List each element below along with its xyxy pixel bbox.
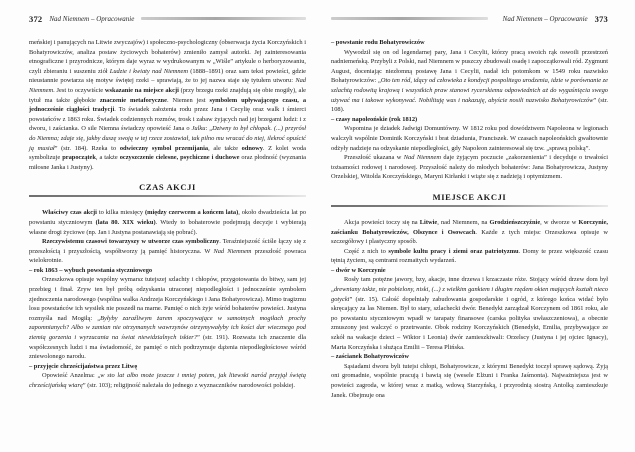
- page-373: [331, 13, 608, 452]
- page-372: [29, 13, 306, 452]
- paragraph: meńskiej i panujących na Litwie zwyczajów) i społeczno-psychologiczny (obserwacja życia Korczyńskich i Bohatyrowiczów, analiza postaw życiowych bohaterów) zmieniło zamysł autorki. Jej zainteresowania etnograficzne i przyrodnicze, którym daje wyraz w wydrukowanym w „Wiśle” artykule o herboryzowaniu, czyli zbieraniu i suszeniu ziół Ludzie i kwiaty nad Niemnem (1888–1891) oraz sam tekst powieści, gdzie nieustannie powtarza się motyw świętej rzeki – sprawiają, że to jej nazwa staje się tytułem utworu: Nad Niemnem. Jest to oczywiście wskazanie na miejsce akcji (przy brzegu rzeki znajdują się obie mogiły), ale tytuł ma także głębokie znaczenie metaforyczne. Niemen jest symbolem upływającego czasu, a jednocześnie ciągłości tradycji. To świadek założenia rodu przez Jana i Cecylię oraz walk i śmierci powstańców z 1863 roku. Świadek codziennych rozmów, trosk i zabaw żyjących nad jej brzegami ludzi: i z dworu, i zaścianka. O sile Niemna świadczy opowieść Jana o Julku: „Dziwny to był chłopak. (...) przyrósł do Niemna; zdaje się, jakby duszę swoją w tej rzece zostawiał, tak pilno mu wracać do niej, ilekroć opuścić ją musiał” (str. 184). Rzeka to odwieczny symbol przemijania, ale także odnowy. Z kolei woda symbolizuje prapoczątek, a także oczyszczenie cielesne, psychiczne i duchowe oraz płodność (wyznania miłosne Janka i Justyny).: [29, 39, 307, 171]
- section-heading: [29, 182, 306, 197]
- running-head: Nad Niemnem – Opracowanie: [49, 14, 135, 23]
- paragraph: Część z nich to symbole kultu pracy i ziemi oraz patriotyzmu. Domy te przez większość czasu tętnią życiem, są centrami rozmaitych wydarzeń.: [331, 247, 608, 265]
- entry-heading: – przyjęcie chrześcijaństwa przez Litwę: [29, 362, 138, 370]
- entry-heading: – zaścianek Bohatyrowiczów: [331, 353, 409, 361]
- entry-heading: – czasy napoleońskie (rok 1812): [331, 115, 418, 123]
- page-header-right: [331, 13, 608, 24]
- section-title: MIEJSCE AKCJI: [432, 191, 507, 202]
- paragraph: Właściwy czas akcji to kilka miesięcy (między czerwcem a końcem lata), około dwadzieścia lat po powstaniu styczniowym (lata 80. XIX wieku). Wtedy to bohaterowie podejmują decyzje i wybierają własne drogi życiowe (np. Jan i Justyna postanawiają się pobrać).: [29, 209, 307, 236]
- paragraph: Wywodził się on od legendarnej pary, Jana i Cecylii, którzy pracą swoich rąk oswoili przestrzeń nadniemeńską. Przybyli z Polski, nad Niemnem w puszczy zbudowali osadę i zapoczątkowali ród. Zygmunt August, doceniając niezłomną postawę Jana i Cecylii, nadał ich potomkom w 1549 roku nazwisko Bohatyrowiczów: „Oto ten ród, idący od człowieka z kondycji pospolitego urodzenia, idzie w porównanie ze szlachtą rodowitą krajową i wszystkich praw stanowi rycerskiemu odpowiednich aż do wygaśnięcia swego używać ma i takowe wykonywać. Nobilituję was i nakazuję, abyście nosili nazwisko Bohatyrowiczów” (str. 108).: [331, 48, 609, 114]
- page-number: 373: [594, 13, 608, 24]
- paragraph: Rzeczywistemu czasowi towarzyszy w utworze czas symboliczny. Teraźniejszość ściśle łączy się z przeszłością i przyszłością, współtworzy ją pamięć historyczna. W Nad Niemnem przeszłość powraca wielokrotnie.: [29, 238, 307, 265]
- paragraph: Sąsiadami dworu byli tutejsi chłopi, Bohatyrowicze, z którymi Benedykt toczył sprawę sądową. Żyją oni gromadnie, wspólnie pracują i bawią się (wesele Elżuni i Franka Jaśmonta). Najważniejsza jest w powieści zagroda, w której wraz z matką, wdową Starzyńską, i przyrodnią siostrą Antolką zamieszkuje Janek. Obejmuje ona: [331, 362, 608, 399]
- header-rule: [141, 17, 306, 20]
- entry-heading: – dwór w Korczynie: [331, 266, 386, 274]
- page-body-left: [29, 38, 306, 391]
- page-header-left: [29, 13, 306, 24]
- header-rule: [331, 17, 488, 20]
- paragraph: Akcja powieści toczy się na Litwie, nad Niemnem, na Grodzieńszczyźnie, w dworze w Korczynie, zaścianku Bohatyrowiczów, Olszynce i Osowcach. Każde z tych miejsc Orzeszkowa opisuje w szczegółowy i plastyczny sposób.: [331, 218, 609, 246]
- paragraph: Przeszłość ukazana w Nad Niemnem daje żyjącym poczucie „zakorzenienia” i decyduje o trwałości tożsamości rodowej i narodowej. Przyszłość należy do młodych bohaterów: Jana Bohatyrowicza, Justyny Orzelskiej, Witolda Korczyńskiego, Maryni Kirłanki i wiąże się z nadzieją i optymizmem.: [331, 154, 608, 181]
- page-number: 372: [29, 13, 43, 24]
- entry-heading: – rok 1863 – wybuch powstania styczniowego: [29, 266, 153, 274]
- section-heading: [331, 192, 608, 207]
- paragraph: Rosły tam potężne jawory, bzy, akacje, inne drzewa i krzaczaste róże. Stojący wśród drzew dom był „drewniany także, nie pobielony, niski, (...) z wielkim gankiem i długim rzędem okien mających kształt nieco gotycki” (str. 15). Całość dopełniały zabudowania gospodarskie i ogród, z którego końca widać było skręcający za las Niemen. Był to stary, szlachecki dwór. Benedykt zarządzał Korczynem od 1861 roku, ale po powstaniu styczniowym wpadł w tarapaty finansowe (carska polityka uwłaszczeniowa), a obecnie zmuszony jest walczyć o przetrwanie. Obok rodziny Korczyńskich (Benedykt, Emilia, przybywające ze szkół na wakacje dzieci – Wiktor i Leonia) dwór zamieszkiwali: Orzelscy (Justyna i jej ojciec Ignacy), Marta Korczyńska i służąca Emilii – Teresa Plińska.: [331, 276, 608, 351]
- paragraph: Orzeszkowa opisuje wspólny wymarsz tutejszej szlachty i chłopów, przygotowania do bitwy, sam jej przebieg i finał. Zryw ten był próbą odzyskania utraconej niepodległości i jednocześnie symbolem zjednoczenia narodowego (wspólna walka Andrzeja Korczyńskiego i Jana Bohatyrowicza). Mimo tragizmu losu powstańców ich wysiłek nie poszedł na marne. Pamięć o nich żyje wśród bohaterów powieści. Justyna rozmyśla nad Mogiłą: „Byłyby zaraźliwym żarem spoczywające w samotnych mogiłach prochy zapomnianych? Albo w zamian nie otrzymanych wawrzynów otrzymywałyby ich kości dar wiecznego pod ziemią gorzenia i wyrzucania na świat niewidzialnych iskier?” (str. 191). Rozważa ich znaczenie dla współczesnych ludzi i ma świadomość, że pamięć o nich podtrzymuje dążenia niepodległościowe wśród zniewolonego narodu.: [29, 276, 306, 361]
- entry-heading: – powstanie rodu Bohatyrowiczów: [331, 39, 425, 46]
- paragraph: Opowieść Anzelma: „w sto lat albo może jeszcze i mniej potem, jak litewski naród przyjął świętą chrześcijańską wiarę” (str. 103); religijność należała do jednego z wyznaczników narodowości polskiej.: [29, 372, 307, 389]
- section-rule: [29, 195, 306, 197]
- section-title: CZAS AKCJI: [139, 182, 196, 193]
- section-rule: [331, 205, 608, 207]
- paragraph: Wspomina je dziadek Jadwigi Domuntówny. W 1812 roku pod dowództwem Napoleona w legionach walczyli wspólnie Dominik Korczyński i brat dziadunia, Franciszek. W czasach napoleońskich gwałtownie odżyły nadzieje na odzyskanie niepodległości, gdy Napoleon zainteresował się tzw. „sprawą polską”.: [331, 125, 608, 152]
- page-body-right: [331, 38, 608, 400]
- running-head: Nad Niemnem – Opracowanie: [502, 14, 588, 23]
